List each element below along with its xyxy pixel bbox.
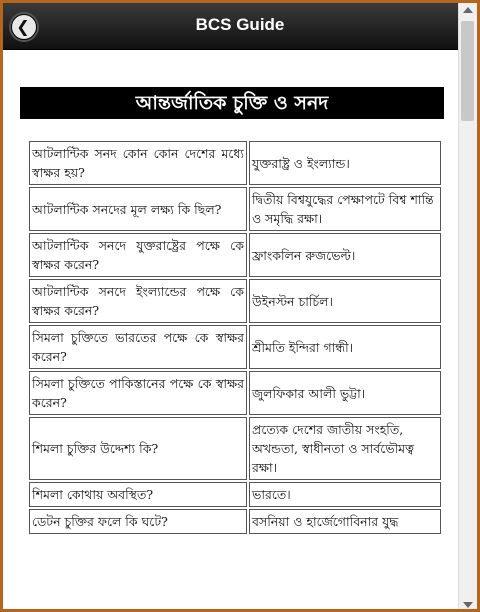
section-heading: আন্তর্জাতিক চুক্তি ও সনদ: [20, 87, 444, 119]
table-row: [29, 482, 441, 507]
answer-cell: জুলফিকার আলী ভুট্টা।: [249, 371, 441, 415]
qa-table: [27, 139, 443, 536]
answer-cell: যুক্তরাষ্ট্র ও ইংল্যান্ড।: [249, 141, 441, 185]
answer-cell: দ্বিতীয় বিশ্বযুদ্ধের পেক্ষাপটে বিশ্ব শান্তি ও সমৃদ্ধি রক্ষা।: [249, 187, 441, 231]
scrollbar-thumb[interactable]: [461, 21, 474, 121]
table-row: [29, 141, 441, 185]
table-row: [29, 371, 441, 415]
answer-cell: বসনিয়া ও হার্জেগোবিনার যুদ্ধ: [249, 509, 441, 534]
top-bar: [3, 3, 477, 50]
content-area: [3, 50, 459, 612]
question-cell: আটলান্টিক সনদের মূল লক্ষ্য কি ছিল?: [29, 187, 247, 231]
question-cell: আটলান্টিক সনদ কোন কোন দেশের মধ্যে স্বাক্ষর হয়?: [29, 141, 247, 185]
table-row: [29, 187, 441, 231]
question-cell: শিমলা চুক্তির উদ্দেশ্য কি?: [29, 417, 247, 480]
scroll-up-arrow-icon[interactable]: [463, 7, 473, 13]
question-cell: সিমলা চুক্তিতে পাকিস্তানের পক্ষে কে স্বাক্ষর করেন?: [29, 371, 247, 415]
page-title: BCS Guide: [195, 15, 285, 34]
table-row: [29, 509, 441, 534]
vertical-scrollbar[interactable]: [458, 3, 477, 612]
table-row: [29, 279, 441, 323]
table-row: [29, 417, 441, 480]
question-cell: শিমলা কোথায় অবস্থিত?: [29, 482, 247, 507]
chevron-left-icon: ❮: [16, 17, 30, 36]
table-row: [29, 325, 441, 369]
scroll-down-arrow-icon[interactable]: [463, 602, 473, 608]
answer-cell: ফ্রাংকলিন রুজভেল্ট।: [249, 233, 441, 277]
answer-cell: শ্রীমতি ইন্দিরা গান্ধী।: [249, 325, 441, 369]
table-row: [29, 233, 441, 277]
question-cell: আটলান্টিক সনদে ইংল্যান্ডের পক্ষে কে স্বাক্ষর করেন?: [29, 279, 247, 323]
answer-cell: উইনস্টন চার্চিল।: [249, 279, 441, 323]
question-cell: আটলান্টিক সনদে যুক্তরাষ্ট্রের পক্ষে কে স্বাক্ষর করেন?: [29, 233, 247, 277]
question-cell: সিমলা চুক্তিতে ভারতের পক্ষে কে স্বাক্ষর করেন?: [29, 325, 247, 369]
answer-cell: প্রত্যেক দেশের জাতীয় সংহতি, অখন্ডতা, স্বাধীনতা ও সার্বভৌমত্ব রক্ষা।: [249, 417, 441, 480]
answer-cell: ভারতে।: [249, 482, 441, 507]
question-cell: ডেটন চুক্তির ফলে কি ঘটে?: [29, 509, 247, 534]
